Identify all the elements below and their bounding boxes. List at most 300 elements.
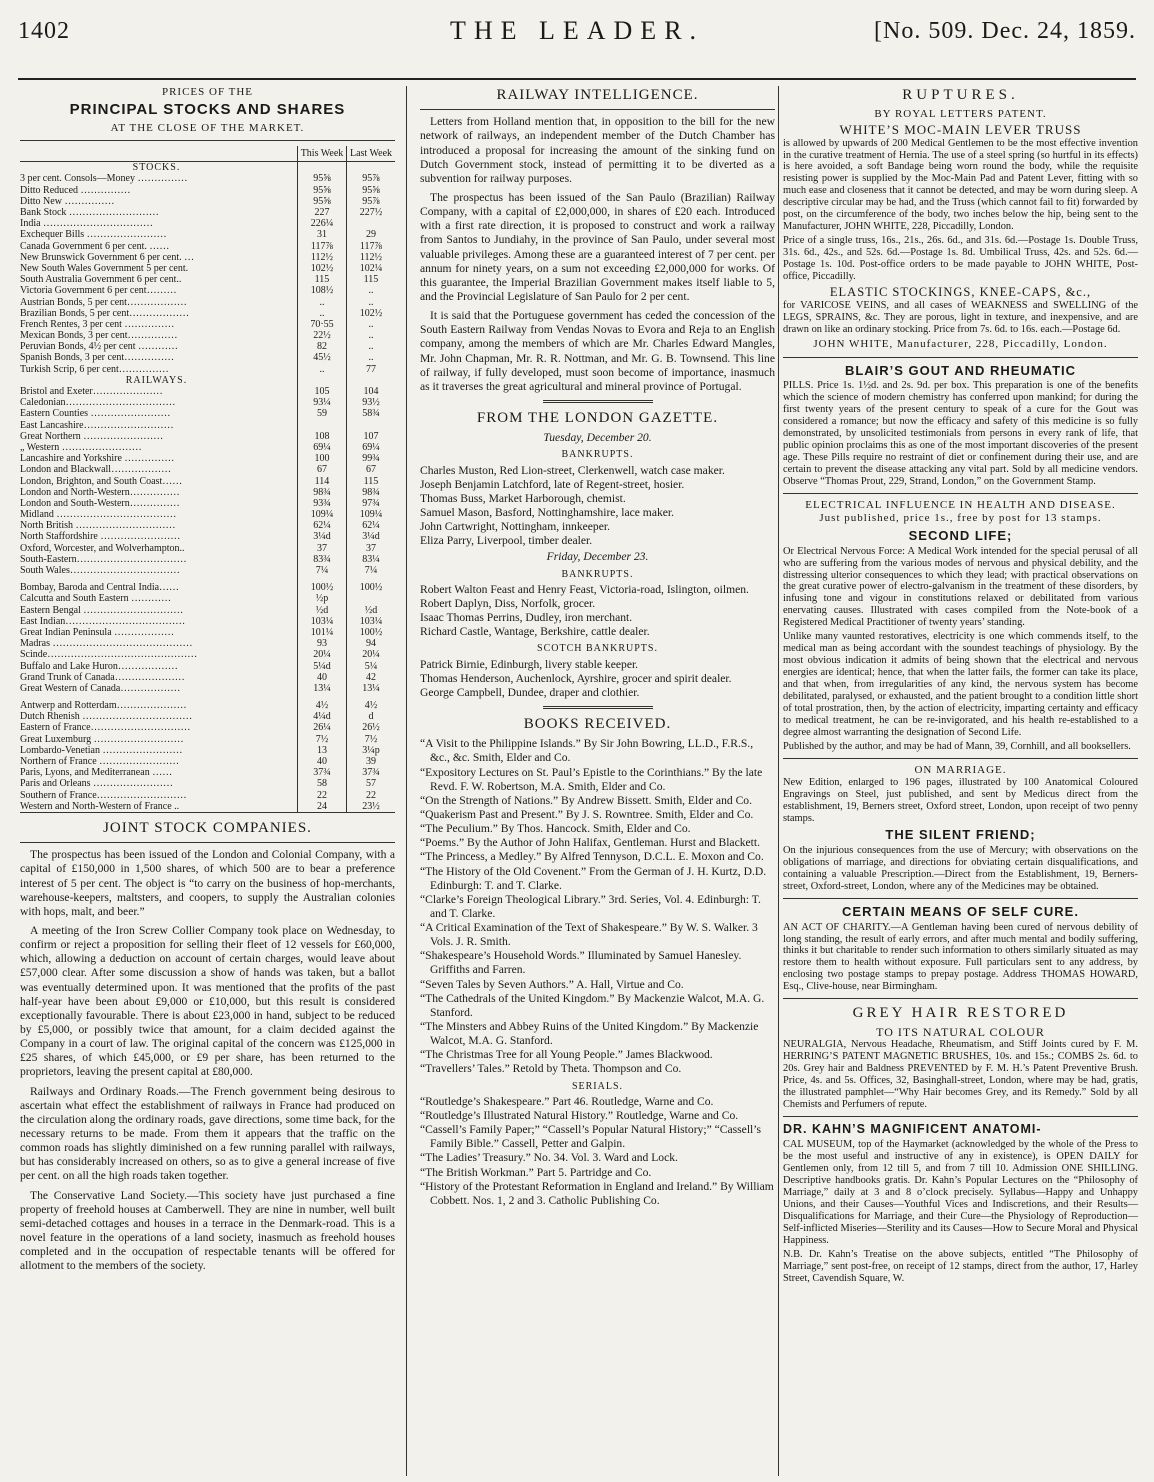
joint-paragraph-1: The prospectus has been issued of the London and Colonial Company, with a capital of £150,000 in 1,500 shares, of which 500 are to bear a preference interest of 5 per cent. The object is “to carry on the business of hop-merchants, warehouse-keepers, maltsters, and coopers, to supply the Australian colonies with hops, malt, and beer.”	[20, 848, 395, 918]
stock-last-week: 5¼	[347, 661, 396, 672]
stock-last-week: 77	[347, 364, 396, 375]
silent-friend-head: THE SILENT FRIEND;	[885, 827, 1036, 843]
stock-this-week: 37¾	[298, 767, 347, 778]
joint-paragraph-2: A meeting of the Iron Screw Collier Company took place on Wednesday, to confirm or reject a proposition for selling their fleet of 12 vessels for £60,000, which, allowing a deduction on account of certain charges, would leave about £57,000 clear. After some discussion a show of hands was taken, but a ballot was eventually determined upon. It was mentioned that the profits of the past half-year have been about £9,000 or £10,000, but this result is considered exceptionally favourable. There is about £23,000 in hand, subject to be reduced by £5,000, or possibly twice that amount, for a claim decided against the Company in a court of law. The original capital of the concern was £125,000 in £25 shares, of which £45,000, or £9 per share, has been returned to the proprietors, leaving the present capital at £80,000.	[20, 923, 395, 1079]
stock-last-week	[347, 162, 396, 174]
elec-head: ELECTRICAL INFLUENCE IN HEALTH AND DISEASE.	[805, 498, 1116, 511]
stock-name: Victoria Government 6 per cent………	[20, 285, 177, 297]
section-divider	[543, 400, 653, 403]
stock-this-week: 93	[298, 638, 347, 649]
stock-row	[20, 297, 395, 308]
stock-last-week: 227½	[347, 207, 396, 218]
stock-last-week: 115	[347, 274, 396, 285]
gazette-heading: FROM THE LONDON GAZETTE.	[476, 409, 719, 426]
stock-name: London and North-Western……………	[20, 486, 180, 498]
stock-row	[20, 420, 395, 431]
stock-this-week: 31	[298, 229, 347, 240]
stock-last-week: 37	[347, 543, 396, 554]
stock-row	[20, 582, 395, 593]
stock-name: North Staffordshire ……………………	[20, 531, 181, 543]
stock-name: Paris, Lyons, and Mediterranean ……	[20, 767, 173, 779]
bankrupt-entry: Charles Muston, Red Lion-street, Clerkenwell, watch case maker.	[420, 463, 725, 477]
stock-last-week	[347, 375, 396, 386]
column-divider	[778, 86, 779, 1476]
book-entry: “Seven Tales by Seven Authors.” A. Hall, Virtue and Co.	[420, 977, 684, 991]
rupture-title: RUPTURES.	[902, 87, 1019, 103]
rupture-price: Price of a single truss, 16s., 21s., 26s. 6d., and 31s. 6d.—Postage 1s. Double Truss, 31s. 6d., 42s., and 52s. 6d.—Postage 1s. 8d. Umbilical Truss, 42s. and 52s. 6d.—Postage 1s. 10d. Post-office orders to be made payable to JOHN WHITE, Post-office, Piccadilly.	[783, 235, 1138, 283]
stock-name: Madras ……………………………………	[20, 638, 193, 650]
stock-name: Caledonian……………………………	[20, 397, 176, 409]
stock-last-week: 102¼	[347, 263, 396, 274]
bankrupt-entry: John Cartwright, Nottingham, innkeeper.	[420, 520, 610, 534]
stock-this-week: 108	[298, 431, 347, 442]
stock-this-week	[298, 162, 347, 174]
railway-paragraph-2: The prospectus has been issued of the San Paulo (Brazilian) Railway Company, with a capital of £2,000,000, in shares of £20 each. Introduced with a first rate direction, it is proposed to construct and work a railway from Santos to Jundiahy, in the province of San Paulo, under several most valuable privileges. Among these are a guaranteed interest of 7 per cent. per annum for ninety years, on a sum not exceeding £2,000,000 for works. Of this guarantee, the Imperial Brazilian Government makes itself liable to 5, and the Provincial Legislature of San Paulo for 2 per cent.	[420, 191, 775, 303]
stock-last-week: 23½	[347, 801, 396, 813]
stock-this-week: 58	[298, 778, 347, 789]
stock-name: South-Eastern……………………………	[20, 553, 187, 565]
self-cure-body: AN ACT OF CHARITY.—A Gentleman having been cured of nervous debility of long standing, the result of early errors, and after much mental and bodily suffering, thinks it but charitable to render such information to others similarly situated as may restore them to health without exposure. Full particulars sent to any address, by enclosing two postage stamps to prepay postage. Address THOMAS HOWARD, Esq., Clive-house, near Birmingham.	[783, 921, 1138, 993]
stock-this-week	[298, 375, 347, 386]
stock-last-week: 7¼	[347, 565, 396, 576]
stock-this-week: 22½	[298, 330, 347, 341]
stock-last-week: 117⅞	[347, 241, 396, 252]
stock-this-week: 37	[298, 543, 347, 554]
kahn-head: DR. KAHN’S MAGNIFICENT ANATOMI-	[783, 1121, 1042, 1136]
joint-paragraph-3: Railways and Ordinary Roads.—The French government being desirous to ascertain what effect the establishment of railways in France had produced on the circulation along the ordinary roads, gave directions, some time back, for the necessary returns to be made. From them it appears that the traffic on the common roads has slightly diminished on a few running parallel with railways, but has considerably increased on others, so as to give a general increase of five per cent. on all the high roads taken together.	[20, 1084, 395, 1183]
stock-row	[20, 330, 395, 341]
stock-row	[20, 638, 395, 649]
stock-row	[20, 252, 395, 263]
stock-name: Brazilian Bonds, 5 per cent………………	[20, 307, 190, 319]
scotch-bankrupt-entry: Thomas Henderson, Auchenlock, Ayrshire, grocer and spirit dealer.	[420, 671, 732, 685]
stock-name: Paris and Orleans ……………………	[20, 778, 174, 790]
stock-this-week: 93¾	[298, 498, 347, 509]
stock-this-week: 93¼	[298, 397, 347, 408]
stock-row	[20, 605, 395, 616]
stock-last-week: 22	[347, 790, 396, 801]
book-entry: “Expository Lectures on St. Paul’s Epistle to the Corinthians.” By the late Revd. F. W. Robertson, M.A. Smith, Elder and Co.	[420, 765, 763, 793]
stock-this-week: 3¼d	[298, 531, 347, 542]
stock-name: Dutch Rhenish ……………………………	[20, 711, 193, 723]
stock-name: Ditto Reduced ……………	[20, 184, 131, 196]
book-entry: “Travellers’ Tales.” Retold by Theta. Thompson and Co.	[420, 1062, 682, 1076]
stock-last-week: ..	[347, 319, 396, 330]
divider	[783, 758, 1138, 759]
serial-entry: “History of the Protestant Reformation in England and Ireland.” By William Cobbett. Nos. 1, 2 and 3. Catholic Publishing Co.	[420, 1179, 774, 1207]
book-entry: “Shakespeare’s Household Words.” Illuminated by Samuel Hanesley. Griffiths and Farren.	[420, 949, 742, 977]
stock-row	[20, 218, 395, 229]
stock-name: Western and North-Western of France ..	[20, 801, 298, 813]
serial-entry: “Routledge’s Shakespeare.” Part 46. Routledge, Warne and Co.	[420, 1094, 714, 1108]
stock-name: Bombay, Baroda and Central India……	[20, 582, 180, 594]
book-entry: “The Cathedrals of the United Kingdom.” By Mackenzie Walcot, M.A. G. Stanford.	[420, 991, 765, 1019]
serial-entry: “Routledge’s Illustrated Natural History.” Routledge, Warne and Co.	[420, 1108, 739, 1122]
stock-row	[20, 520, 395, 531]
stock-this-week: 95⅝	[298, 173, 347, 184]
stock-name: 3 per cent. Consols—Money ……………	[20, 173, 188, 185]
stock-this-week: 95⅝	[298, 196, 347, 207]
stock-row	[20, 778, 395, 789]
marriage-body: New Edition, enlarged to 196 pages, illustrated by 100 Anatomical Coloured Engravings on Steel, just published, and sent by Medicus direct from the establishment, 19, Berners street, Oxford street, London, upon receipt of two penny stamps.	[783, 777, 1138, 825]
stock-this-week: 59	[298, 408, 347, 419]
blair-body: PILLS. Price 1s. 1½d. and 2s. 9d. per box. This preparation is one of the benefits which the science of modern chemistry has conferred upon mankind; for during the first twenty years of the present century to speak of a cure for the Gout was considered a romance; but now the efficacy and safety of this medicine is so fully demonstrated, by unsolicited testimonials from persons in every rank of life, that public opinion proclaims this as one of the most important discoveries of the present age. These Pills require no restraint of diet or confinement during their use, and are certain to prevent the disease attacking any vital part. Sold by all medicine vendors. Observe “Thomas Prout, 229, Strand, London,” on the Government Stamp.	[783, 380, 1138, 487]
stock-this-week: 108½	[298, 285, 347, 296]
stock-last-week: 29	[347, 229, 396, 240]
stock-this-week: 105	[298, 386, 347, 397]
issue-date: [No. 509. Dec. 24, 1859.	[874, 18, 1136, 44]
kahn-body: CAL MUSEUM, top of the Haymarket (acknowledged by the whole of the Press to be the most useful and instructive of any in existence), is OPEN DAILY for Gentlemen only, from 12 till 5, and from 7 till 10. Admission ONE SHILLING. Descriptive handbooks gratis. Dr. Kahn’s Popular Lectures on the “Philosophy of Marriage,” daily at 3 and 8 o’clock precisely. Syllabus—Happy and Unhappy Unions, and their Causes—Youthful Vices and Indiscretions, and their Results—Disqualifications for Marriage, and their Cure—the Physiology of Reproduction—Self-inflicted Miseries—Sterility and its Causes—How to Secure Moral and Physical Happiness.	[783, 1139, 1138, 1246]
stock-row	[20, 767, 395, 778]
stock-row	[20, 711, 395, 722]
book-entry: “The History of the Old Covenent.” From the German of J. H. Kurtz, D.D. Edinburgh: T. and T. Clarke.	[420, 864, 767, 892]
stock-row	[20, 616, 395, 627]
stock-this-week: 20¼	[298, 649, 347, 660]
stock-this-week: 226¼	[298, 218, 347, 229]
stock-name: North British …………………………	[20, 520, 176, 532]
serial-entry: “Cassell’s Family Paper;” “Cassell’s Popular Natural History;” “Cassell’s Family Bible.” Cassell, Petter and Galpin.	[420, 1123, 761, 1151]
stock-name: Canada Government 6 per cent. ……	[20, 240, 170, 252]
kahn-nb: N.B. Dr. Kahn’s Treatise on the above subjects, entitled “The Philosophy of Marriage,” sent post-free, on receipt of 12 stamps, direct from the author, 17, Harley Street, Cavendish Square, W.	[783, 1248, 1138, 1284]
book-entry: “Clarke’s Foreign Theological Library.” 3rd. Series, Vol. 4. Edinburgh: T. and T. Clarke.	[420, 892, 761, 920]
stock-this-week: 4¼d	[298, 711, 347, 722]
stock-last-week: 102½	[347, 308, 396, 319]
stock-this-week: 95⅝	[298, 185, 347, 196]
stock-this-week: ..	[298, 308, 347, 319]
stock-name: Ditto New ……………	[20, 195, 115, 207]
stock-this-week: 62¼	[298, 520, 347, 531]
stock-last-week: 3¼d	[347, 531, 396, 542]
stock-last-week: 4½	[347, 700, 396, 711]
stock-last-week: 99¾	[347, 453, 396, 464]
book-entry: “Quakerism Past and Present.” By J. S. Rowntree. Smith, Elder and Co.	[420, 807, 754, 821]
page-number: 1402	[18, 18, 70, 44]
stock-this-week: ½d	[298, 605, 347, 616]
book-entry: “The Minsters and Abbey Ruins of the United Kingdom.” By Mackenzie Walcot, M.A. G. Stanford.	[420, 1020, 759, 1048]
stock-name: Calcutta and South Eastern …………	[20, 593, 172, 605]
divider	[20, 842, 395, 843]
rupture-sub: BY ROYAL LETTERS PATENT.	[874, 108, 1047, 121]
stock-row	[20, 593, 395, 604]
stock-this-week: 83¾	[298, 554, 347, 565]
stock-row	[20, 408, 395, 419]
stock-this-week: 24	[298, 801, 347, 813]
stock-row	[20, 285, 395, 296]
stock-name: Eastern Counties ……………………	[20, 408, 171, 420]
marriage-head: ON MARRIAGE.	[914, 763, 1007, 776]
stock-this-week: 40	[298, 756, 347, 767]
stock-row	[20, 661, 395, 672]
stock-name: Antwerp and Rotterdam…………………	[20, 700, 187, 712]
stock-row	[20, 487, 395, 498]
stock-row	[20, 509, 395, 520]
stock-name: Mexican Bonds, 3 per cent……………	[20, 330, 178, 342]
stock-row	[20, 476, 395, 487]
stock-row	[20, 173, 395, 184]
stock-this-week: 100	[298, 453, 347, 464]
stock-name: East Indian………………………………	[20, 615, 186, 627]
stock-this-week: 103¼	[298, 616, 347, 627]
stock-last-week: 7½	[347, 734, 396, 745]
second-life-head: SECOND LIFE;	[908, 527, 1013, 543]
stock-name: Northern of France ……………………	[20, 756, 180, 768]
stocks-subheading: AT THE CLOSE OF THE MARKET.	[110, 121, 305, 134]
stock-this-week: 4½	[298, 700, 347, 711]
stock-this-week: 7½	[298, 734, 347, 745]
stock-name: India ……………………………	[20, 218, 154, 230]
stock-this-week: 117⅞	[298, 241, 347, 252]
stock-this-week: 109¼	[298, 509, 347, 520]
bankrupt-entry: Robert Walton Feast and Henry Feast, Victoria-road, Islington, oilmen.	[420, 582, 749, 596]
scotch-bankrupt-entry: Patrick Birnie, Edinburgh, livery stable keeper.	[420, 657, 639, 671]
stock-row	[20, 453, 395, 464]
stock-last-week: ..	[347, 341, 396, 352]
stock-this-week: 40	[298, 672, 347, 683]
bankrupts-list-2	[420, 583, 775, 640]
stock-last-week: 58¾	[347, 408, 396, 419]
scotch-bankrupts-label: SCOTCH BANKRUPTS.	[537, 643, 658, 655]
stock-this-week: 13¼	[298, 683, 347, 694]
stock-row	[20, 790, 395, 801]
books-heading: BOOKS RECEIVED.	[523, 715, 672, 732]
stock-this-week: ½p	[298, 593, 347, 604]
stock-this-week: 102½	[298, 263, 347, 274]
stock-name: London, Brighton, and South Coast……	[20, 475, 183, 487]
bankrupt-entry: Joseph Benjamin Latchford, late of Regent-street, hosier.	[420, 477, 685, 491]
stock-row	[20, 241, 395, 252]
stock-last-week: 26½	[347, 722, 396, 733]
stock-row	[20, 364, 395, 375]
grey-hair-body: NEURALGIA, Nervous Headache, Rheumatism, and Stiff Joints cured by F. M. HERRING’S PATENT MAGNETIC BRUSHES, 10s. and 15s.; COMBS 2s. 6d. to 20s. Grey hair and Baldness PREVENTED by F. M. H.’s Patent Preventive Brush. Price, 4s. and 5s. Offices, 32, Basinghall-street, London, where may be had, gratis, the illustrated pamphlet—“Why Hair becomes Grey, and its Remedy.” Sold by all Chemists and Perfumers of repute.	[783, 1039, 1138, 1110]
stock-row	[20, 352, 395, 363]
elastic-foot: JOHN WHITE, Manufacturer, 228, Piccadilly, London.	[813, 338, 1108, 351]
stock-name: Oxford, Worcester, and Wolverhampton..	[20, 542, 185, 554]
railway-paragraph-3: It is said that the Portuguese government has ceded the concession of the South Eastern Railway from Vendas Novas to Evora and Reja to an English company, among the members of which are Mr. Charles Edward Mangles, Mr. John Chapman, Mr. R. R. Nottman, and Mr. G. B. Townsend. This line of railway, if fully developed, must soon become of importance, inasmuch as it traverses the great agricultural and mineral province of Portugal.	[420, 309, 775, 393]
book-entry: “A Visit to the Philippine Islands.” By Sir John Bowring, LL.D., F.R.S., &c., &c. Smith, Elder and Co.	[420, 737, 754, 765]
stock-row	[20, 386, 395, 397]
serial-entry: “The Ladies’ Treasury.” No. 34. Vol. 3. Ward and Lock.	[420, 1151, 678, 1165]
stock-this-week: 112½	[298, 252, 347, 263]
stock-name: RAILWAYS.	[125, 374, 188, 386]
stock-name: Great Western of Canada………………	[20, 682, 181, 694]
stock-last-week: 20¼	[347, 649, 396, 660]
grey-hair-head: GREY HAIR RESTORED	[852, 1005, 1069, 1022]
divider	[783, 898, 1138, 899]
stock-last-week: 104	[347, 386, 396, 397]
bankrupts-label-1: BANKRUPTS.	[561, 449, 634, 461]
stock-name: London and Blackwall………………	[20, 464, 172, 476]
stock-this-week: 5¼d	[298, 661, 347, 672]
stock-name: Lancashire and Yorkshire ……………	[20, 453, 175, 465]
stock-name: Buffalo and Lake Huron………………	[20, 660, 178, 672]
stocks-caption: PRICES OF THE	[161, 86, 254, 98]
stock-last-week: 95⅞	[347, 196, 396, 207]
stock-last-week: 115	[347, 476, 396, 487]
elastic-head: ELASTIC STOCKINGS, KNEE-CAPS, &c.,	[829, 285, 1092, 299]
stock-name: Lombardo-Venetian ……………………	[20, 744, 183, 756]
book-entry: “The Peculium.” By Thos. Hancock. Smith, Elder and Co.	[420, 822, 691, 836]
stock-last-week: 100½	[347, 582, 396, 593]
book-entry: “On the Strength of Nations.” By Andrew Bissett. Smith, Elder and Co.	[420, 793, 752, 807]
stock-name: Exchequer Bills ……………………	[20, 229, 167, 241]
stock-name: Grand Trunk of Canada…………………	[20, 671, 185, 683]
blair-head: BLAIR’S GOUT AND RHEUMATIC	[844, 362, 1077, 378]
stock-row	[20, 756, 395, 767]
divider	[20, 140, 395, 141]
stock-name: Bank Stock ………………………	[20, 207, 159, 219]
stock-row	[20, 543, 395, 554]
stock-name: French Rentes, 3 per cent ……………	[20, 318, 175, 330]
stock-this-week: 13	[298, 745, 347, 756]
book-entry: “Poems.” By the Author of John Halifax, Gentleman. Hurst and Blackett.	[420, 836, 761, 850]
stocks-table	[20, 146, 395, 813]
stock-row	[20, 207, 395, 218]
second-body-2: Unlike many vaunted restoratives, electricity is one which commends itself, to the medical man as being accordant with the soundest teachings of physiology. By the most obvious indication it admits of being shown that the electrical and nervous energies are identical; hence, that when the latter fails, the former can take its place, and that when, from irregularities of any kind, the nervous system has become debilitated, paralysed, or exhausted, and the patient brought to a condition little short of total prostration, then, by the action of electricity, imparting certainty and efficacy to medical treatment, he can be re-invigorated, and his health re-established to a degree almost warranting the designation of Second Life.	[783, 631, 1138, 738]
stock-name: Southern of France………………………	[20, 789, 187, 801]
bankrupt-entry: Isaac Thomas Perrins, Dudley, iron merchant.	[420, 611, 633, 625]
stock-this-week: 69¼	[298, 442, 347, 453]
stock-last-week: d	[347, 711, 396, 722]
stock-last-week	[347, 218, 396, 229]
book-entry: “The Princess, a Medley.” By Alfred Tennyson, D.C.L. E. Moxon and Co.	[420, 850, 764, 864]
serial-entry: “The British Workman.” Part 5. Partridge and Co.	[420, 1165, 652, 1179]
stock-row	[20, 229, 395, 240]
bankrupt-entry: Eliza Parry, Liverpool, timber dealer.	[420, 534, 593, 548]
stock-this-week: 45½	[298, 352, 347, 363]
stocks-section-row	[20, 162, 395, 174]
stock-name: Austrian Bonds, 5 per cent………………	[20, 296, 187, 308]
stocks-heading: PRINCIPAL STOCKS AND SHARES	[69, 101, 346, 119]
stock-name: Eastern Bengal …………………………	[20, 604, 184, 616]
stock-this-week: 7¼	[298, 565, 347, 576]
stock-name: Scinde………………………………………	[20, 649, 198, 661]
stock-last-week: 97¾	[347, 498, 396, 509]
stock-this-week: 100½	[298, 582, 347, 593]
stock-last-week: ..	[347, 330, 396, 341]
stock-this-week: 98¾	[298, 487, 347, 498]
stock-last-week: 109¼	[347, 509, 396, 520]
stock-last-week: 83¼	[347, 554, 396, 565]
section-divider	[543, 706, 653, 709]
self-cure-head: CERTAIN MEANS OF SELF CURE.	[842, 903, 1079, 919]
stock-last-week: ..	[347, 285, 396, 296]
stock-row	[20, 531, 395, 542]
stock-row	[20, 185, 395, 196]
stock-name: STOCKS.	[132, 162, 181, 174]
stock-last-week: 94	[347, 638, 396, 649]
stock-name: Turkish Scrip, 6 per cent……………	[20, 363, 169, 375]
railway-paragraph-1: Letters from Holland mention that, in opposition to the bill for the new network of railways, an independent member of the Dutch Chamber has introduced a proposal for increasing the amount of the sinking fund on Dutch Government stock, instead of permitting it to be diverted as a subvention for railway purposes.	[420, 115, 775, 185]
stock-row	[20, 397, 395, 408]
stock-last-week: 98¾	[347, 487, 396, 498]
stock-name: Bristol and Exeter…………………	[20, 386, 163, 398]
stock-name: London and South-Western……………	[20, 497, 180, 509]
divider	[783, 357, 1138, 358]
stock-name: New South Wales Government 5 per cent.	[20, 262, 189, 274]
stock-this-week: 82	[298, 341, 347, 352]
stock-row	[20, 683, 395, 694]
serials-label: SERIALS.	[571, 1080, 624, 1092]
bankrupts-list-1	[420, 464, 775, 549]
rupture-body: is allowed by upwards of 200 Medical Gentlemen to be the most effective invention in the curative treatment of Hernia. The use of a steel spring (so hurtful in its effects) is here avoided, a soft Bandage being worn round the body, while the requisite resisting power is supplied by the Moc-Main Pad and Patent Lever, fitting with so much ease and closeness that it cannot be detected, and may be worn during sleep. A descriptive circular may be had, and the Truss (which cannot fail to fit) forwarded by post, on the circumference of the body, two inches below the hip, being sent to the Manufacturer, JOHN WHITE, 228, Piccadilly, London.	[783, 137, 1138, 233]
stock-last-week: 93½	[347, 397, 396, 408]
stock-row	[20, 196, 395, 207]
scotch-bankrupt-entry: George Campbell, Dundee, draper and clothier.	[420, 685, 640, 699]
stock-row	[20, 498, 395, 509]
elec-pub: Just published, price 1s., free by post for 13 stamps.	[819, 512, 1102, 525]
divider	[783, 1116, 1138, 1117]
stock-this-week: 70·55	[298, 319, 347, 330]
stock-this-week: 22	[298, 790, 347, 801]
bankrupt-entry: Samuel Mason, Basford, Nottinghamshire, lace maker.	[420, 506, 675, 520]
stock-name: Great Luxemburg ………………………	[20, 733, 184, 745]
railway-heading: RAILWAY INTELLIGENCE.	[496, 87, 699, 103]
stock-last-week: 67	[347, 464, 396, 475]
stock-name: Eastern of France…………………………	[20, 722, 191, 734]
second-body-1: Or Electrical Nervous Force: A Medical Work intended for the special perusal of all who are suffering from the various modes of nervous and physical debility, and the distressing ulterior consequences to which they lead; with practical observations on the great curative power of electro-galvanism in the treatment of these disorders, by infusing tone and vigour in constitutions relaxed or debilitated from various enervating causes. Illustrated with cases compiled from the Note-book of a Registered Medical Practitioner of twenty years’ standing.	[783, 545, 1138, 629]
stock-this-week	[298, 420, 347, 431]
stock-row	[20, 431, 395, 442]
stock-last-week: 103¼	[347, 616, 396, 627]
joint-stock-heading: JOINT STOCK COMPANIES.	[103, 819, 312, 836]
column-middle	[420, 86, 775, 1208]
stock-last-week	[347, 420, 396, 431]
stock-this-week: ..	[298, 297, 347, 308]
stock-row	[20, 722, 395, 733]
stock-name: East Lancashire………………………	[20, 419, 174, 431]
stock-last-week: 57	[347, 778, 396, 789]
newspaper-title: THE LEADER.	[449, 16, 705, 45]
stock-row	[20, 672, 395, 683]
stock-row	[20, 464, 395, 475]
stock-last-week: 112½	[347, 252, 396, 263]
grey-hair-sub: TO ITS NATURAL COLOUR	[876, 1024, 1045, 1039]
stock-row	[20, 565, 395, 576]
stocks-name-header	[20, 146, 298, 162]
stock-this-week: 101¼	[298, 627, 347, 638]
stock-this-week: ..	[298, 364, 347, 375]
scotch-bankrupts-list	[420, 658, 775, 700]
stock-row	[20, 627, 395, 638]
stock-row	[20, 700, 395, 711]
divider	[420, 109, 775, 110]
col-this-week: This Week	[298, 146, 347, 162]
serials-list	[420, 1095, 775, 1208]
stocks-rows	[20, 162, 395, 813]
stock-row	[20, 442, 395, 453]
stock-this-week: 26¼	[298, 722, 347, 733]
stock-last-week: ..	[347, 297, 396, 308]
stock-name: Peruvian Bonds, 4½ per cent …………	[20, 341, 179, 353]
stock-last-week: 69¼	[347, 442, 396, 453]
stock-last-week: 13¼	[347, 683, 396, 694]
books-list	[420, 737, 775, 1076]
divider	[783, 998, 1138, 999]
divider	[783, 493, 1138, 494]
stock-last-week: 100½	[347, 627, 396, 638]
stock-name: Great Indian Peninsula ………………	[20, 626, 175, 638]
stock-last-week: 95⅞	[347, 173, 396, 184]
bankrupts-label-2: BANKRUPTS.	[561, 568, 634, 580]
stock-last-week: ½d	[347, 605, 396, 616]
stock-name: „ Western ……………………	[20, 441, 142, 453]
stock-last-week: ..	[347, 352, 396, 363]
stock-row	[20, 554, 395, 565]
stock-name: South Wales……………………………	[20, 565, 180, 577]
stock-this-week: 115	[298, 274, 347, 285]
stock-name: Midland ………………………………	[20, 509, 177, 521]
stock-last-week: 37¾	[347, 767, 396, 778]
